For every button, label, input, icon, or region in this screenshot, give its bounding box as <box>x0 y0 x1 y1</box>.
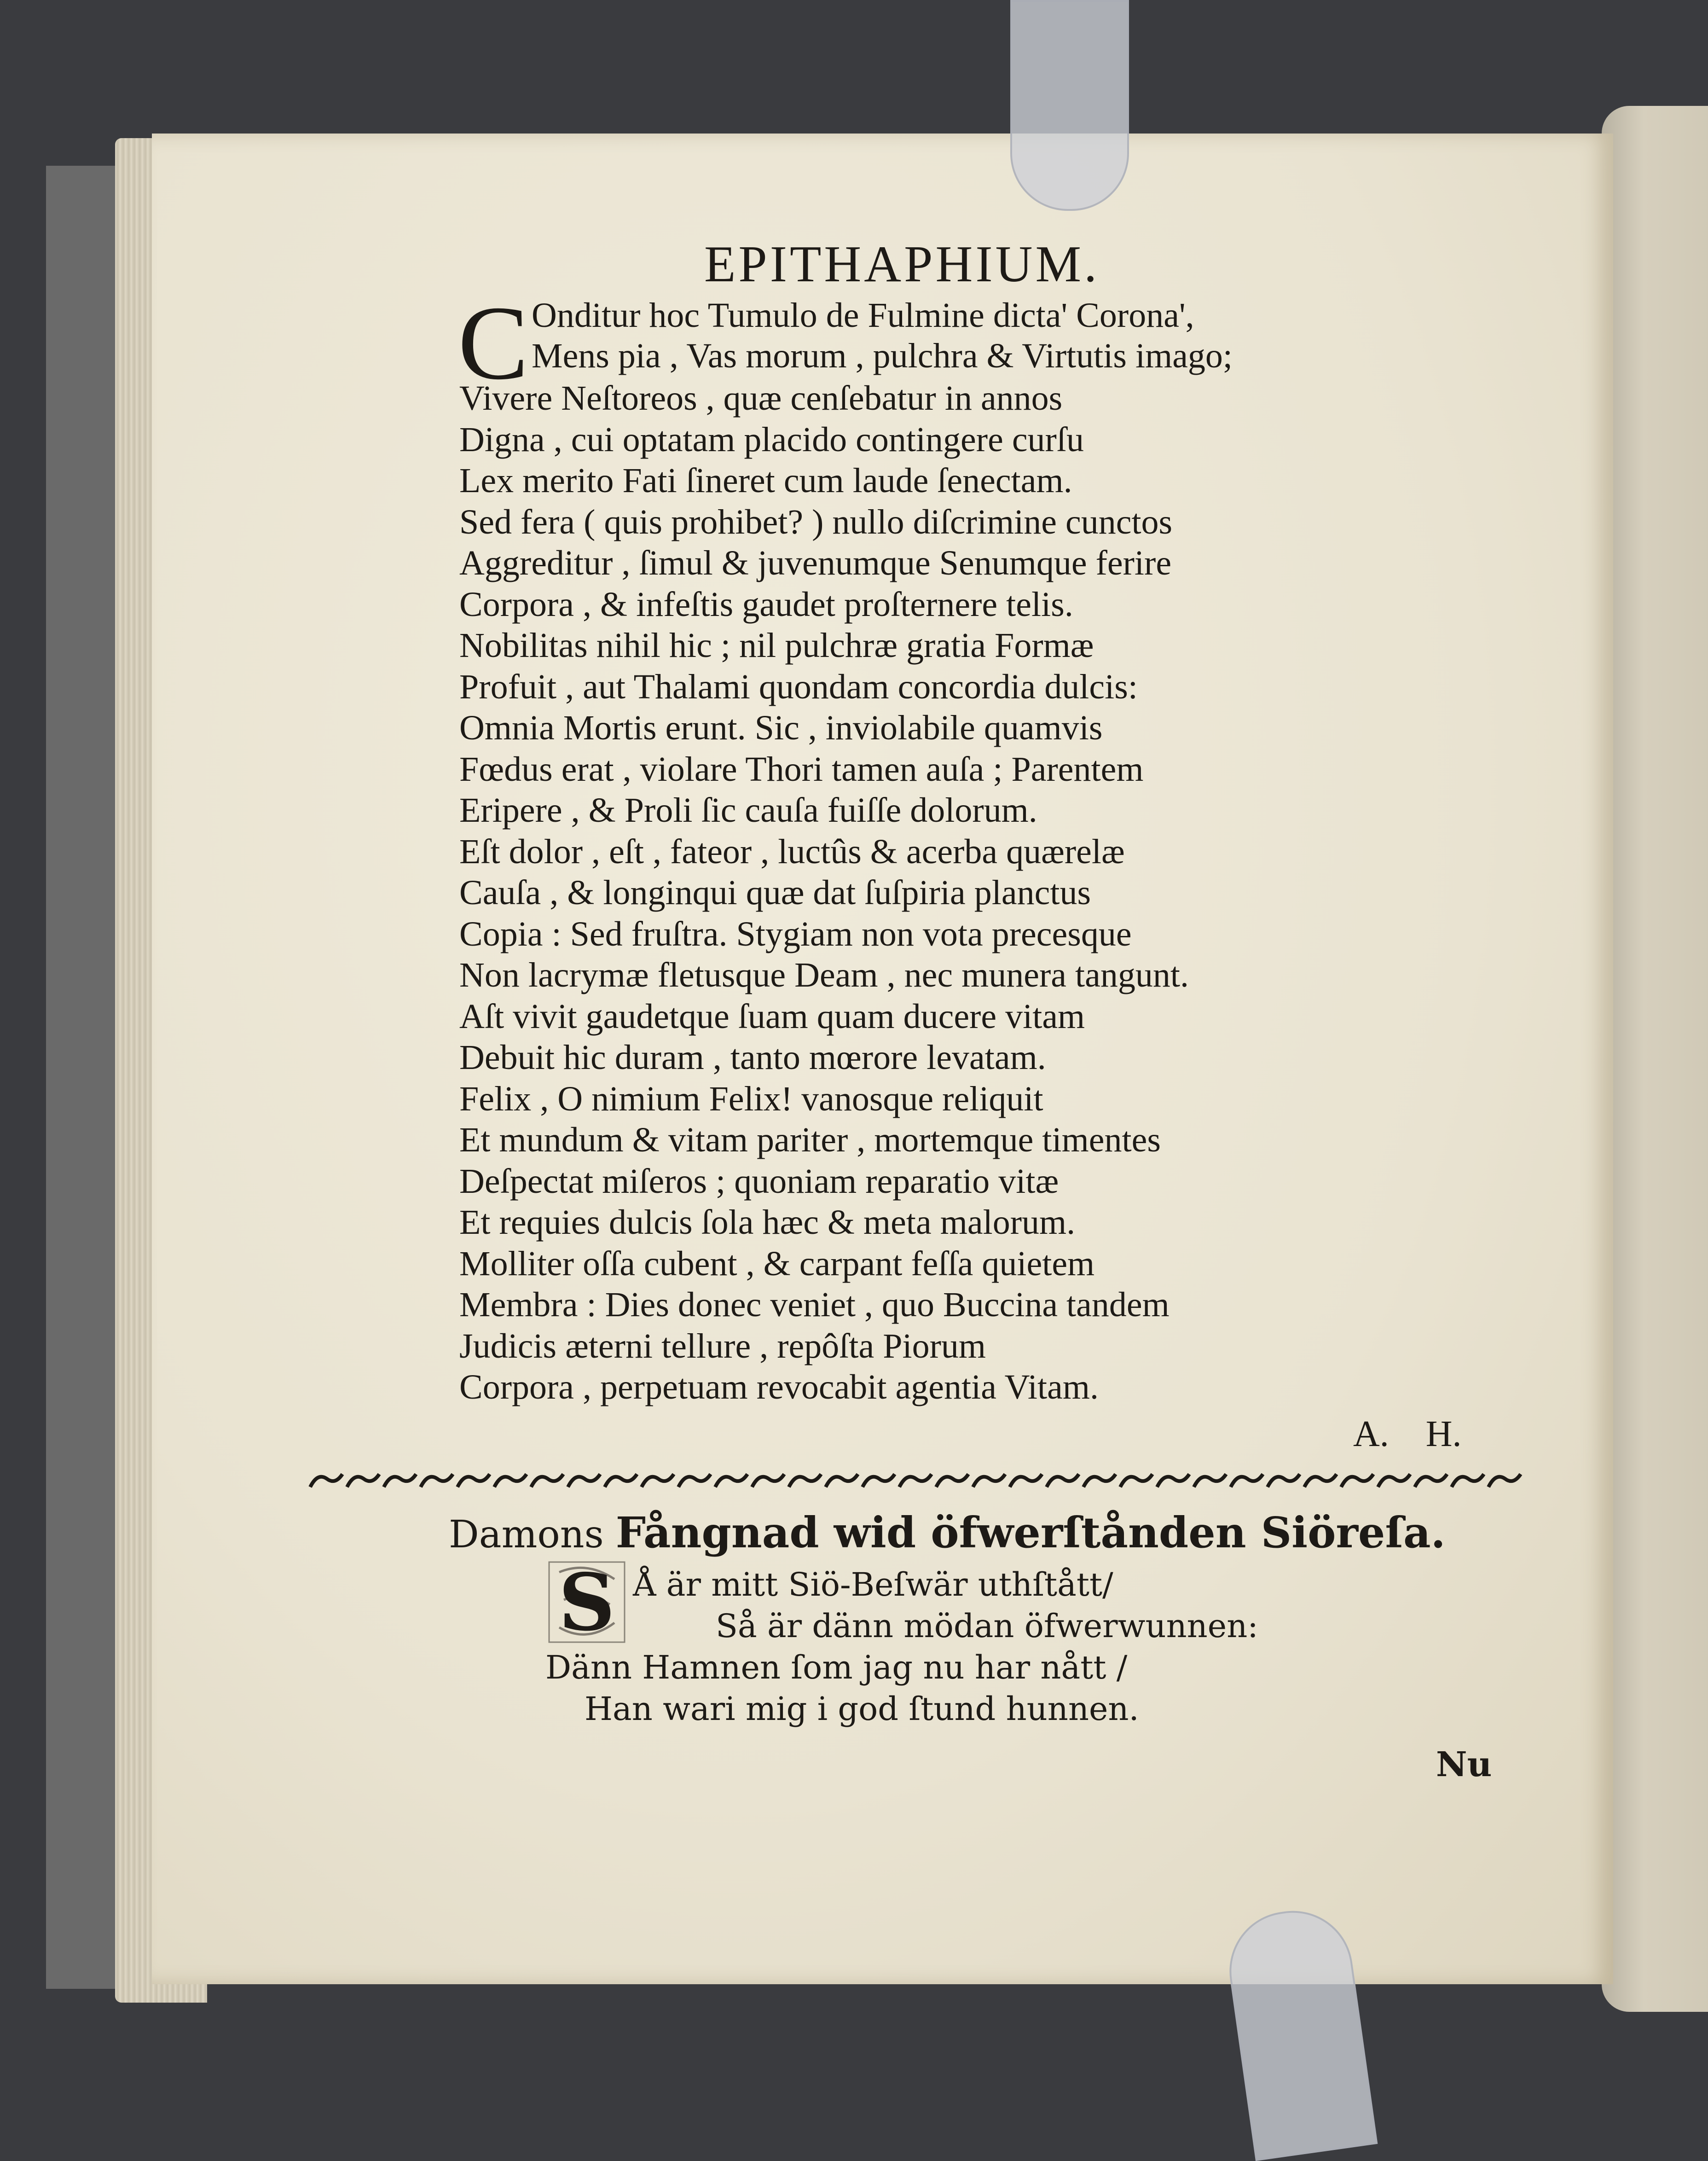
ornament-glyph <box>1341 1474 1373 1487</box>
ornament-glyph <box>973 1474 1005 1487</box>
poem-line: Copia : Sed fruſtra. Stygiam non vota precesque <box>459 914 1132 953</box>
verse-line: Han wari mig i god ſtund hunnen. <box>585 1690 1139 1728</box>
page-clip-top <box>1010 0 1129 211</box>
poem-line: Fœdus erat , violare Thori tamen auſa ; Parentem <box>459 749 1144 789</box>
poem-line: Molliter oſſa cubent , & carpant feſſa quietem <box>459 1244 1095 1283</box>
ornament-glyph <box>347 1474 379 1487</box>
poem-line: Non lacrymæ fletusque Deam , nec munera tangunt. <box>459 956 1189 994</box>
poem-line: Sed fera ( quis prohibet? ) nullo diſcrimine cunctos <box>459 502 1173 541</box>
ornament-glyph <box>899 1474 932 1487</box>
ornament-glyph <box>1378 1474 1410 1487</box>
poem-line: Digna , cui optatam placido contingere curſu <box>459 420 1084 459</box>
ornament-glyph <box>568 1474 600 1487</box>
song-heading <box>449 1508 1446 1557</box>
song-heading-lead: Damons <box>449 1513 604 1557</box>
song-heading-title: Fångnad wid öfwerſtånden Siöreſa. <box>615 1508 1446 1557</box>
ornament-glyph <box>1304 1474 1337 1487</box>
verse-line: Så är dänn mödan öfwerwunnen: <box>716 1607 1258 1645</box>
catchword: Nu <box>1436 1745 1492 1784</box>
ornament-glyph <box>310 1474 342 1487</box>
facing-page-edge <box>1602 106 1708 2012</box>
poem-line: Profuit , aut Thalami quondam concordia dulcis: <box>459 667 1138 706</box>
poem-line: Mens pia , Vas morum , pulchra & Virtutis imago; <box>532 337 1233 375</box>
ornament-glyph <box>1120 1474 1152 1487</box>
ornament-glyph <box>1415 1474 1447 1487</box>
ornament-glyph <box>531 1474 563 1487</box>
ornament-glyph <box>863 1474 895 1487</box>
ornament-glyph <box>1452 1474 1484 1487</box>
ornament-glyph <box>789 1474 821 1487</box>
verse-line: Å är mitt Siö-Beſwär uthſtått/ <box>633 1566 1113 1603</box>
poem-line: Onditur hoc Tumulo de Fulmine dicta' Corona', <box>532 296 1194 335</box>
poem-line: Omnia Mortis erunt. Sic , inviolabile quamvis <box>459 709 1103 747</box>
initial-letter: S <box>558 1558 615 1646</box>
poem-line: Lex merito Fati ſineret cum laude ſenectam. <box>459 461 1072 500</box>
ornament-glyph <box>1083 1474 1116 1487</box>
ornament-glyph <box>1231 1474 1263 1487</box>
ornament-glyph <box>678 1474 711 1487</box>
ornament-glyph <box>384 1474 416 1487</box>
poem-line: Eſt dolor , eſt , fateor , luctûs & acerba quærelæ <box>459 832 1125 871</box>
poem-line: Judicis æterni tellure , repôſta Piorum <box>459 1326 986 1365</box>
ornament-glyph <box>1047 1474 1079 1487</box>
ornament-glyph <box>936 1474 968 1487</box>
ornament-glyph <box>752 1474 784 1487</box>
poem-line: Cauſa , & longinqui quæ dat ſuſpiria planctus <box>459 873 1091 912</box>
verse-line: Dänn Hamnen ſom jag nu har nått / <box>545 1649 1128 1686</box>
poem-line: Vivere Neſtoreos , quæ cenſebatur in annos <box>459 379 1063 418</box>
epitaph-title: EPITHAPHIUM. <box>704 236 1100 293</box>
ornament-glyph <box>457 1474 490 1487</box>
ornament-glyph <box>1010 1474 1042 1487</box>
ornament-glyph <box>826 1474 858 1487</box>
drop-cap: C <box>458 284 529 401</box>
poem-line: Membra : Dies donec veniet , quo Buccina tandem <box>459 1285 1170 1324</box>
poem-line: Et requies dulcis ſola hæc & meta malorum. <box>459 1203 1076 1242</box>
ornament-glyph <box>421 1474 453 1487</box>
ornament-glyph <box>715 1474 747 1487</box>
signature: A. H. <box>1353 1414 1462 1454</box>
poem-line: Nobilitas nihil hic ; nil pulchræ gratia Formæ <box>459 626 1094 665</box>
poem-line: Corpora , & infeſtis gaudet proſternere telis. <box>459 585 1073 624</box>
poem-line: Aggreditur , ſimul & juvenumque Senumque ferire <box>459 544 1172 582</box>
ornament-glyph <box>1488 1474 1521 1487</box>
ornament-glyph <box>494 1474 527 1487</box>
poem-line: Eripere , & Proli ſic cauſa fuiſſe dolorum. <box>459 791 1037 830</box>
ornamental-initial-s <box>545 1558 628 1646</box>
poem-line: Et mundum & vitam pariter , mortemque timentes <box>459 1121 1161 1159</box>
ornament-glyph <box>1268 1474 1300 1487</box>
ornament-glyph <box>1157 1474 1189 1487</box>
ornament-glyph <box>1194 1474 1226 1487</box>
poem-line: Aſt vivit gaudetque ſuam quam ducere vitam <box>459 997 1085 1036</box>
ornament-glyph <box>642 1474 674 1487</box>
ornamental-divider <box>308 1469 1523 1494</box>
poem-line: Felix , O nimium Felix! vanosque reliquit <box>459 1079 1043 1118</box>
poem-line: Deſpectat miſeros ; quoniam reparatio vitæ <box>459 1162 1059 1201</box>
ornament-glyph <box>605 1474 637 1487</box>
poem-line: Debuit hic duram , tanto mœrore levatam. <box>459 1038 1046 1077</box>
poem-line: Corpora , perpetuam revocabit agentia Vitam. <box>459 1368 1099 1406</box>
